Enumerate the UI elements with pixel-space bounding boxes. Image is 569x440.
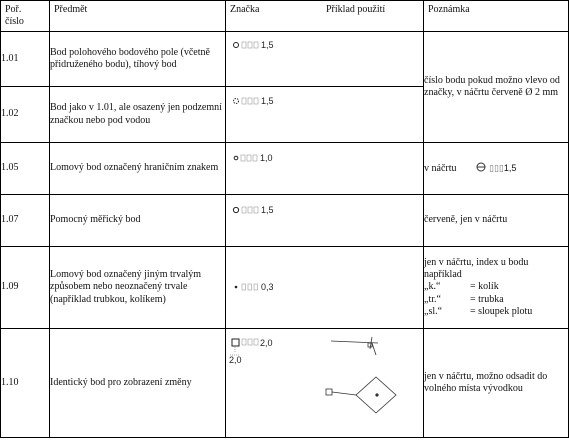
boundary-point-symbol xyxy=(226,143,424,195)
header-subject: Předmět xyxy=(50,1,226,32)
dot-mark-icon xyxy=(235,286,238,289)
digit-placeholder-icon xyxy=(248,207,252,213)
sketch-sample-value: 1,5 xyxy=(503,162,517,173)
identical-point-symbol xyxy=(226,329,424,438)
row-subject: Identický bod pro zobrazení změny xyxy=(50,329,226,438)
sketch-sample: ▯▯▯1,5 xyxy=(475,162,516,174)
auxiliary-point-symbol xyxy=(226,195,424,247)
sign-cell xyxy=(226,195,424,247)
table-row xyxy=(1,329,569,438)
sign-cell xyxy=(226,329,424,438)
digit-placeholder-icon xyxy=(254,98,258,104)
theta-circle-icon xyxy=(475,162,489,172)
circle-mark-icon xyxy=(233,207,238,212)
header-example-label: Příklad použití xyxy=(326,4,386,15)
dashed-circle-mark-icon xyxy=(234,99,239,104)
note-text: v náčrtu xyxy=(424,162,457,174)
break-point-symbol xyxy=(226,247,424,329)
circle-mark-icon xyxy=(234,43,239,48)
note-intro: jen v náčrtu, index u bodu například xyxy=(424,257,529,281)
row-note xyxy=(424,143,569,195)
list-item: „k.“ = kolík xyxy=(424,281,499,293)
header-note: Poznámka xyxy=(424,1,569,32)
survey-point-symbol xyxy=(226,32,424,87)
sign-value: 1,5 xyxy=(261,40,274,50)
digit-placeholder-icon xyxy=(241,155,245,161)
digit-placeholder-icon xyxy=(242,339,246,345)
digit-placeholder-icon xyxy=(242,284,246,290)
row-number: 1.10 xyxy=(1,329,50,438)
digit-placeholder-icon xyxy=(247,155,251,161)
row-note: číslo bodu pokud možno vlevo od značky, v náčrtu červeně Ø 2 mm xyxy=(424,32,569,143)
sign-value: 1,5 xyxy=(261,205,274,215)
underground-point-symbol xyxy=(226,87,424,143)
row-number: 1.01 xyxy=(1,32,50,87)
sign-value: 2,0 xyxy=(260,338,273,348)
row-subject: Bod polohového bodového pole (včetně přidruženého bodu), tíhový bod xyxy=(50,32,226,87)
list-item: „tr.“ = trubka xyxy=(424,293,504,305)
digit-placeholder-icon xyxy=(254,339,258,345)
row-subject: Lomový bod označený hraničním znakem xyxy=(50,143,226,195)
sign-value: 1,5 xyxy=(261,96,274,106)
row-note: jen v náčrtu, možno odsadit do volného místa vývodkou xyxy=(424,329,569,438)
sign-value: 0,3 xyxy=(261,282,274,292)
digit-placeholder-icon xyxy=(248,339,252,345)
row-note xyxy=(424,247,569,329)
table-row xyxy=(1,143,569,195)
header-order: Poř. číslo xyxy=(1,1,50,32)
digit-placeholder-icon xyxy=(254,207,258,213)
digit-placeholder-icon xyxy=(248,284,252,290)
digit-placeholder-icon xyxy=(254,42,258,48)
row-number: 1.09 xyxy=(1,247,50,329)
digit-placeholder-icon xyxy=(253,155,257,161)
header-sign xyxy=(226,1,424,32)
table-row xyxy=(1,32,569,87)
row-subject: Lomový bod označený jiným trvalým způsobem nebo neoznačený trvale (například trubkou, kolíkem) xyxy=(50,247,226,329)
sign-cell xyxy=(226,87,424,143)
digit-placeholder-icon xyxy=(248,98,252,104)
row-number: 1.07 xyxy=(1,195,50,247)
row-number: 1.02 xyxy=(1,87,50,143)
sign-value: 1,0 xyxy=(260,153,273,163)
header-sign-label: Značka xyxy=(230,4,260,15)
table-row xyxy=(1,195,569,247)
square-mark-icon xyxy=(232,339,239,346)
row-subject: Bod jako v 1.01, ale osazený jen podzemní značkou nebo pod vodou xyxy=(50,87,226,143)
table-row xyxy=(1,247,569,329)
sign-cell xyxy=(226,143,424,195)
row-number: 1.05 xyxy=(1,143,50,195)
small-circle-mark-icon xyxy=(234,156,238,160)
digit-placeholder-icon xyxy=(242,42,246,48)
row-subject: Pomocný měřický bod xyxy=(50,195,226,247)
sign-cell xyxy=(226,32,424,87)
row-note: červeně, jen v náčrtu xyxy=(424,195,569,247)
digit-placeholder-icon xyxy=(242,207,246,213)
digit-placeholder-icon xyxy=(242,98,246,104)
sign-cell xyxy=(226,247,424,329)
example-drawing xyxy=(326,337,396,413)
digit-placeholder-icon xyxy=(248,42,252,48)
header-row xyxy=(1,1,569,32)
digit-placeholder-icon xyxy=(254,284,258,290)
list-item: „sl.“ = sloupek plotu xyxy=(424,305,533,317)
sign-value-below: 2,0 xyxy=(229,355,242,365)
